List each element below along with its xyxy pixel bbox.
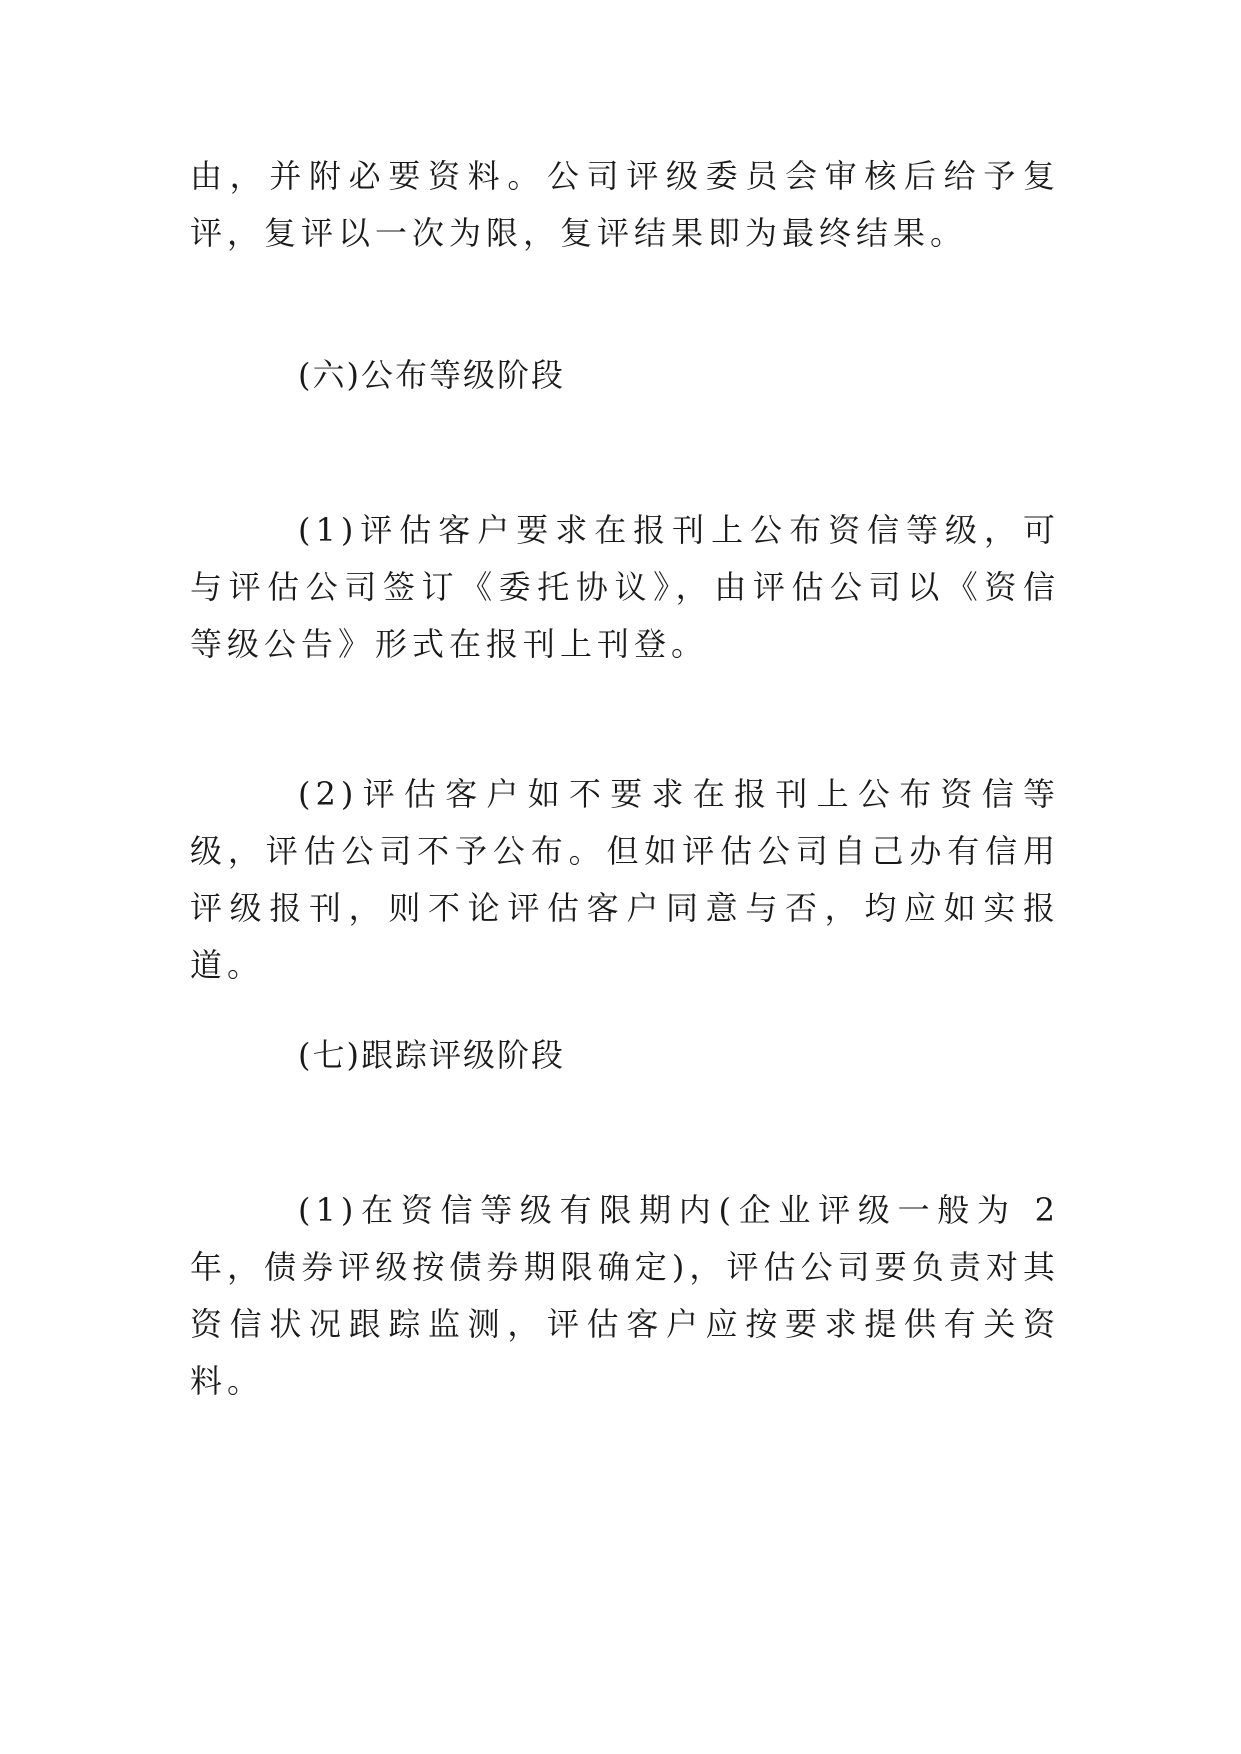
section-heading-publish-rating: (六)公布等级阶段 bbox=[298, 356, 565, 394]
paragraph-publish-item-2: (2)评估客户如不要求在报刊上公布资信等级，评估公司不予公布。但如评估公司自己办有信用评级报刊，则不论评估客户同意与否，均应如实报道。 bbox=[190, 775, 1060, 984]
section-heading-tracking-rating: (七)跟踪评级阶段 bbox=[298, 1036, 565, 1074]
paragraph-tracking-item-1: (1)在资信等级有限期内(企业评级一般为 2 年，债券评级按债券期限确定)，评估公司要负责对其资信状况跟踪监测，评估客户应按要求提供有关资料。 bbox=[190, 1191, 1060, 1400]
paragraph-review-continuation: 由，并附必要资料。公司评级委员会审核后给予复评，复评以一次为限，复评结果即为最终结果。 bbox=[190, 157, 1060, 252]
paragraph-publish-item-1: (1)评估客户要求在报刊上公布资信等级，可与评估公司签订《委托协议》，由评估公司以《资信等级公告》形式在报刊上刊登。 bbox=[190, 511, 1060, 663]
